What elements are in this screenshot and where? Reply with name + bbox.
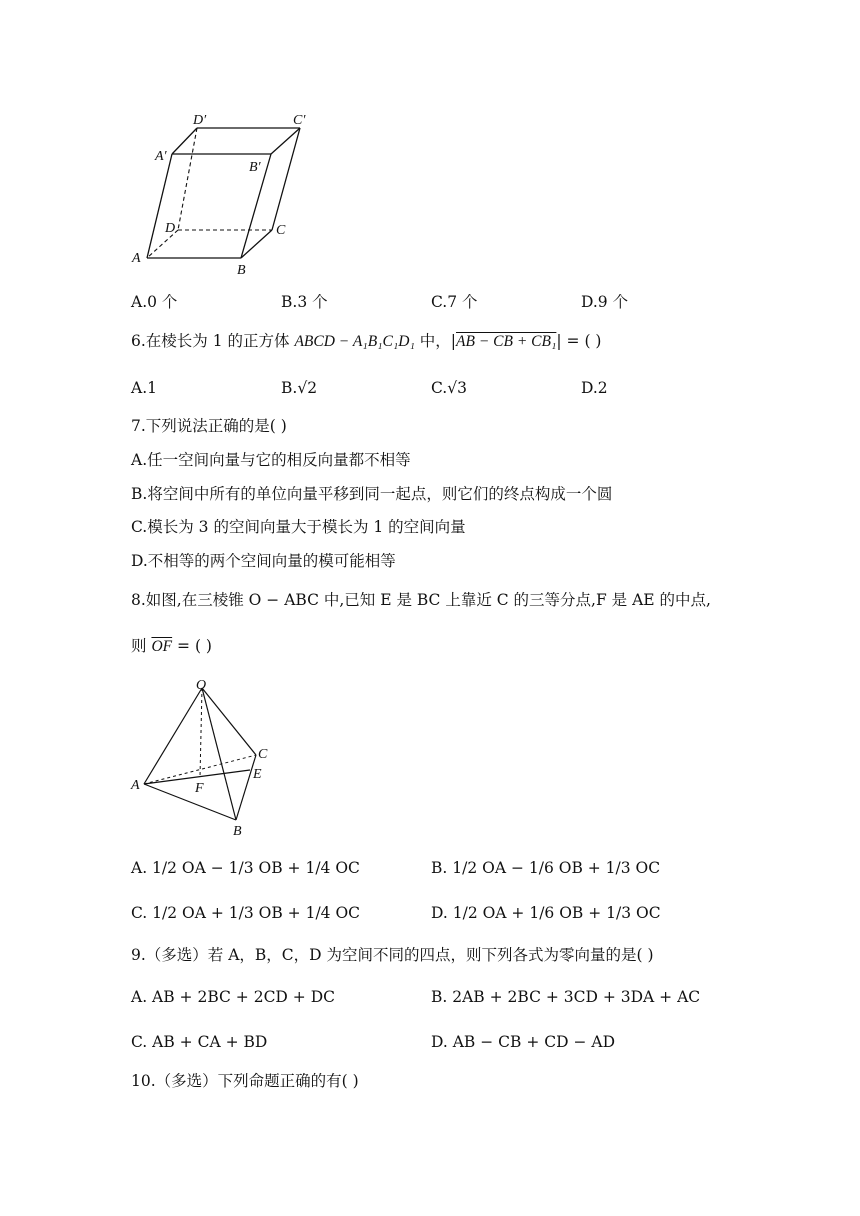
q6-option-a: A.1	[131, 379, 157, 397]
q6-suffix: | = ( )	[556, 332, 602, 350]
label-b2: B	[233, 824, 242, 839]
q7-stem: 7.下列说法正确的是( )	[131, 417, 287, 435]
q5-option-b: B.3 个	[281, 293, 328, 311]
q9-option-b: B. 2AB + 2BC + 3CD + 3DA + AC	[431, 988, 701, 1006]
q7-option-a: A.任一空间向量与它的相反向量都不相等	[131, 451, 411, 469]
q8-stem2-pre: 则	[131, 637, 152, 655]
q5-option-d: D.9 个	[581, 293, 629, 311]
label-a2: A	[131, 778, 140, 793]
q6-expr: AB − CB + CB₁	[456, 333, 557, 350]
q8-stem-line2	[131, 636, 212, 657]
q6-option-d: D.2	[581, 379, 608, 397]
q6-prefix: 6.在棱长为 1 的正方体	[131, 332, 295, 350]
q6-mid: 中，|	[414, 332, 457, 350]
q9-option-d: D. AB − CB + CD − AD	[431, 1033, 615, 1051]
q6-option-c: C.√3	[431, 379, 467, 397]
tetrahedron-figure	[128, 672, 288, 842]
q7-option-c: C.模长为 3 的空间向量大于模长为 1 的空间向量	[131, 518, 466, 536]
label-cprime: C′	[293, 113, 306, 128]
q8-option-d: D. 1/2 OA + 1/6 OB + 1/3 OC	[431, 904, 661, 922]
q8-option-c: C. 1/2 OA + 1/3 OB + 1/4 OC	[131, 904, 361, 922]
q7-option-b: B.将空间中所有的单位向量平移到同一起点，则它们的终点构成一个圆	[131, 485, 613, 503]
label-f: F	[195, 781, 204, 796]
q9-option-c: C. AB + CA + BD	[131, 1033, 268, 1051]
parallelepiped-figure	[125, 108, 325, 278]
label-c2: C	[258, 747, 268, 762]
label-o: O	[196, 678, 207, 693]
q8-stem-line1: 8.如图,在三棱锥 O − ABC 中,已知 E 是 BC 上靠近 C 的三等分点,F 是 AE 的中点,	[131, 591, 711, 609]
label-aprime: A′	[155, 149, 167, 164]
q9-stem: 9.（多选）若 A，B，C，D 为空间不同的四点，则下列各式为零向量的是( )	[131, 946, 654, 964]
q5-option-c: C.7 个	[431, 293, 478, 311]
label-c: C	[276, 223, 286, 238]
q6-stem	[131, 331, 601, 352]
q7-option-d: D.不相等的两个空间向量的模可能相等	[131, 552, 396, 570]
q8-vector-of: $\overline{OF}$	[151, 638, 173, 655]
label-d: D	[165, 221, 176, 236]
q10-stem: 10.（多选）下列命题正确的有( )	[131, 1072, 359, 1090]
q8-stem2-post: = ( )	[172, 637, 212, 655]
q5-option-a: A.0 个	[131, 293, 178, 311]
q8-option-a: A. 1/2 OA − 1/3 OB + 1/4 OC	[131, 859, 360, 877]
label-bprime: B′	[249, 160, 261, 175]
q6-option-b: B.√2	[281, 379, 318, 397]
label-dprime: D′	[193, 113, 207, 128]
label-b: B	[237, 263, 246, 278]
q9-option-a: A. AB + 2BC + 2CD + DC	[131, 988, 335, 1006]
q6-cube: ABCD − A₁B₁C₁D₁	[294, 333, 415, 350]
label-a: A	[132, 251, 141, 266]
label-e: E	[253, 767, 262, 782]
q8-option-b: B. 1/2 OA − 1/6 OB + 1/3 OC	[431, 859, 661, 877]
